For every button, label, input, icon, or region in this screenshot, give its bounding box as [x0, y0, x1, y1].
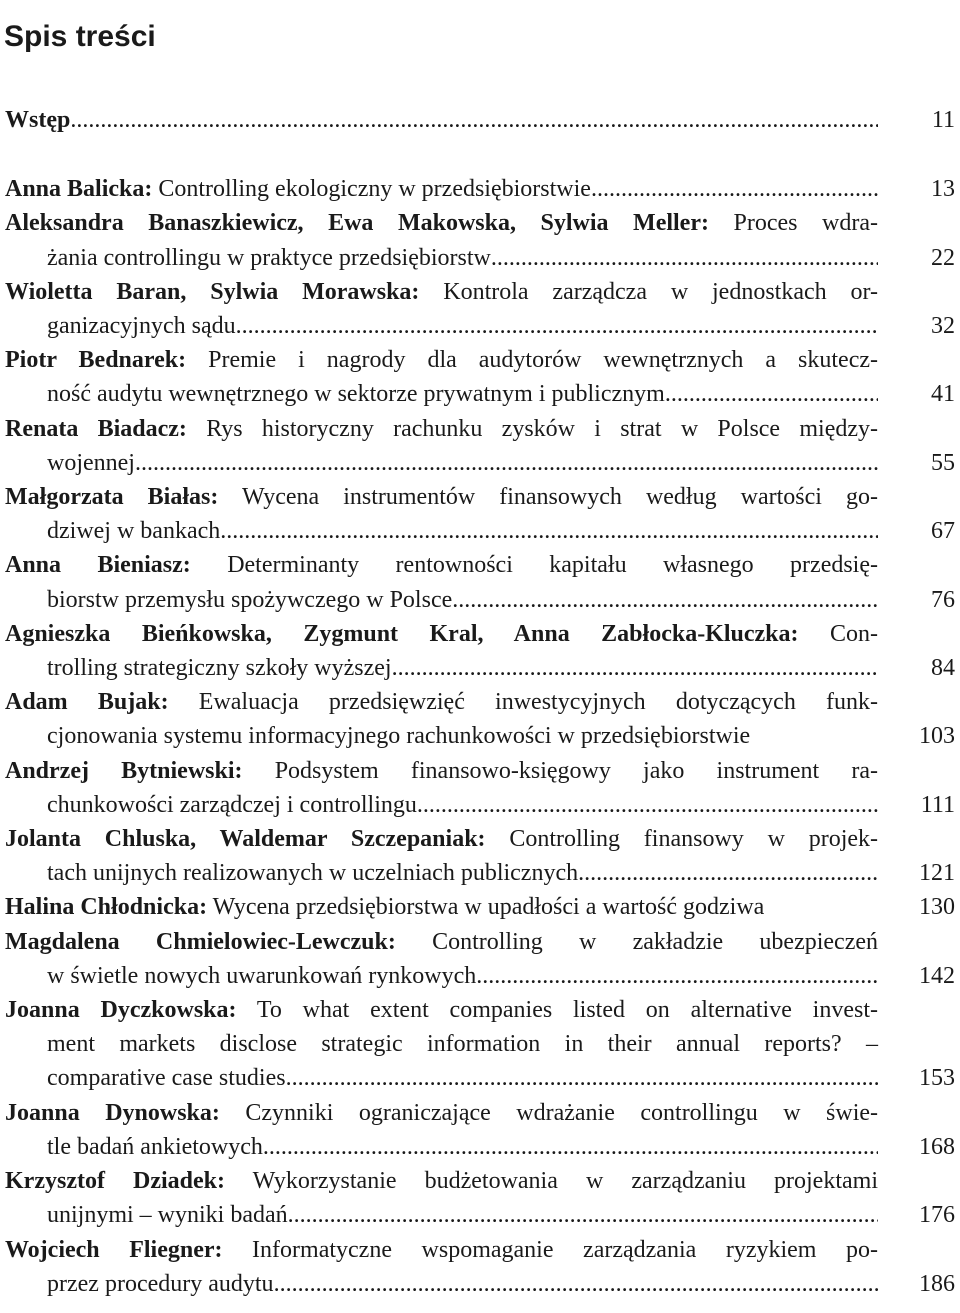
toc-page-number: 168 — [919, 1133, 955, 1160]
toc-page-number: 22 — [931, 244, 955, 271]
toc-authors: Aleksandra Banaszkiewicz, Ewa Makowska, Sylwia Meller: — [5, 210, 709, 237]
toc-title-continued: przez procedury audytu — [47, 1270, 274, 1297]
toc-authors: Magdalena Chmielowiec-Lewczuk: — [5, 928, 396, 955]
toc-entry-text — [5, 480, 878, 548]
toc-authors: Joanna Dynowska: — [5, 1099, 220, 1126]
dot-leader — [578, 856, 878, 890]
toc-authors: Renata Biadacz: — [5, 415, 187, 442]
toc-entry-text — [5, 1096, 878, 1164]
toc-title-continued: cjonowania systemu informacyjnego rachunkowości w przedsiębiorstwie — [47, 723, 751, 750]
toc-page-number: 11 — [931, 107, 955, 133]
toc-title-continued: ganizacyjnych sądu — [47, 313, 236, 340]
toc-title-continued: tle badań ankietowych — [47, 1133, 263, 1160]
toc-entry-text — [5, 754, 878, 822]
toc-entry[interactable] — [5, 275, 955, 343]
toc-page-number: 76 — [931, 586, 955, 613]
toc-authors: Agnieszka Bieńkowska, Zygmunt Kral, Anna Zabłocka-Kluczka: — [5, 620, 799, 647]
toc-entry-text — [5, 822, 878, 890]
toc-page-number: 103 — [919, 723, 955, 750]
toc-entry[interactable] — [5, 480, 955, 548]
toc-entry[interactable] — [5, 172, 955, 206]
toc-page-number: 121 — [919, 860, 955, 887]
toc-entry-text — [5, 617, 878, 685]
toc-title-continued: dziwej w bankach — [47, 518, 221, 545]
toc-entry-text — [5, 925, 878, 993]
toc-title-continued: biorstw przemysłu spożywczego w Polsce — [47, 586, 453, 613]
toc-entry[interactable] — [5, 206, 955, 274]
toc-entry-text — [5, 890, 878, 924]
toc-intro-label: Wstęp — [5, 107, 71, 133]
dot-leader — [288, 1198, 878, 1232]
toc-authors: Piotr Bednarek: — [5, 347, 187, 374]
toc-title-continued: comparative case studies — [47, 1065, 286, 1092]
toc-page-number: 67 — [931, 518, 955, 545]
toc-page-number: 130 — [919, 894, 955, 921]
toc-title-continued: ność audytu wewnętrznego w sektorze prywatnym i publicznym — [47, 381, 665, 408]
toc-authors: Anna Balicka: — [5, 176, 153, 203]
toc-title: Informatyczne wspomaganie zarządzania ryzykiem po- — [222, 1236, 878, 1263]
toc-title-continued: trolling strategiczny szkoły wyższej — [47, 655, 392, 682]
toc-page-number: 186 — [919, 1270, 955, 1297]
toc-entry-text — [5, 685, 878, 753]
toc-title-continued: unijnymi – wyniki badań — [47, 1202, 288, 1229]
dot-leader — [236, 309, 878, 343]
toc-title: To what extent companies listed on alternative invest- — [236, 997, 878, 1024]
toc-entry[interactable] — [5, 617, 955, 685]
dot-leader — [665, 377, 878, 411]
dot-leader — [263, 1130, 878, 1164]
toc-entry[interactable] — [5, 1164, 955, 1232]
toc-title: Czynniki ograniczające wdrażanie controllingu w świe- — [219, 1099, 879, 1126]
toc-authors: Andrzej Bytniewski: — [5, 757, 243, 784]
dot-leader — [274, 1267, 878, 1301]
toc-entry-text — [5, 1233, 878, 1301]
toc-page-number: 41 — [931, 381, 955, 408]
toc-entry-text — [5, 548, 878, 616]
toc-authors: Wojciech Fliegner: — [5, 1236, 223, 1263]
toc-entry-text — [5, 412, 878, 480]
dot-leader — [286, 1061, 878, 1095]
toc-title: Rys historyczny rachunku zysków i strat w Polsce między- — [186, 415, 878, 442]
toc-title-continued: tach unijnych realizowanych w uczelniach publicznych — [47, 860, 579, 887]
toc-page-number: 55 — [931, 449, 955, 476]
toc-entry-text — [5, 1164, 878, 1232]
toc-authors: Anna Bieniasz: — [5, 552, 191, 579]
toc-title: Controlling w zakładzie ubezpieczeń — [395, 928, 879, 955]
toc-entry[interactable] — [5, 412, 955, 480]
toc-entries — [5, 172, 955, 1301]
dot-leader — [591, 172, 878, 206]
toc-entry[interactable] — [5, 754, 955, 822]
dot-leader — [417, 788, 878, 822]
toc-entry[interactable] — [5, 685, 955, 753]
toc-page-number: 142 — [919, 962, 955, 989]
toc-title: Con- — [798, 620, 878, 647]
toc-entry-text — [5, 172, 878, 206]
toc-title-continued: chunkowości zarządczej i controllingu — [47, 791, 417, 818]
dot-leader — [220, 514, 878, 548]
toc-title: Wykorzystanie budżetowania w zarządzaniu projektami — [225, 1168, 878, 1195]
toc-page-number: 153 — [919, 1065, 955, 1092]
toc-title: Determinanty rentowności kapitału własnego przedsię- — [190, 552, 878, 579]
toc-authors: Joanna Dyczkowska: — [5, 997, 237, 1024]
toc-title-continued: w świetle nowych uwarunkowań rynkowych — [47, 962, 477, 989]
toc-entry-text — [5, 993, 878, 1096]
toc-entry[interactable] — [5, 1096, 955, 1164]
dot-leader — [476, 959, 878, 993]
toc-page-number: 176 — [919, 1202, 955, 1229]
toc-entry[interactable] — [5, 993, 955, 1096]
dot-leader — [70, 103, 878, 137]
toc-authors: Krzysztof Dziadek: — [5, 1168, 226, 1195]
toc-authors: Halina Chłodnicka: — [5, 894, 208, 921]
toc-page-number: 32 — [931, 313, 955, 340]
toc-entry[interactable] — [5, 925, 955, 993]
toc-title: Wycena przedsiębiorstwa w upadłości a wartość godziwa — [207, 894, 765, 921]
toc-authors: Jolanta Chluska, Waldemar Szczepaniak: — [5, 826, 486, 853]
toc-entry[interactable] — [5, 890, 955, 924]
toc-page-number: 13 — [931, 176, 955, 203]
toc-title: Podsystem finansowo-księgowy jako instrument ra- — [242, 757, 878, 784]
toc-title: Wycena instrumentów finansowych według wartości go- — [218, 484, 879, 511]
toc-title-continued: ment markets disclose strategic information in their annual reports? – — [47, 1031, 878, 1058]
toc-authors: Małgorzata Białas: — [5, 484, 219, 511]
toc-title: Controlling finansowy w projek- — [485, 826, 879, 853]
toc-entry-text — [5, 206, 878, 274]
toc-title: Controlling ekologiczny w przedsiębiorstwie — [152, 176, 591, 203]
table-of-contents — [5, 103, 955, 1301]
toc-title: Ewaluacja przedsięwzięć inwestycyjnych dotyczących funk- — [168, 689, 879, 716]
toc-title-continued: wojennej — [47, 449, 135, 476]
toc-title: Proces wdra- — [708, 210, 878, 237]
dot-leader — [392, 651, 878, 685]
toc-entry-text — [5, 343, 878, 411]
page-title: Spis treści — [4, 20, 156, 54]
toc-entry-text — [5, 275, 878, 343]
dot-leader — [135, 446, 878, 480]
toc-title: Premie i nagrody dla audytorów wewnętrznych a skutecz- — [186, 347, 878, 374]
toc-page-number: 111 — [920, 791, 955, 818]
dot-leader — [491, 241, 878, 275]
toc-entry[interactable] — [5, 822, 955, 890]
toc-title: Kontrola zarządcza w jednostkach or- — [419, 278, 878, 305]
toc-authors: Adam Bujak: — [5, 689, 169, 716]
toc-authors: Wioletta Baran, Sylwia Morawska: — [5, 278, 420, 305]
toc-page-number: 84 — [931, 655, 955, 682]
toc-title-continued: żania controllingu w praktyce przedsiębiorstw — [47, 244, 491, 271]
toc-entry[interactable] — [5, 1233, 955, 1301]
toc-entry[interactable] — [5, 548, 955, 616]
toc-entry-intro[interactable] — [5, 103, 955, 137]
toc-entry[interactable] — [5, 343, 955, 411]
dot-leader — [452, 583, 878, 617]
